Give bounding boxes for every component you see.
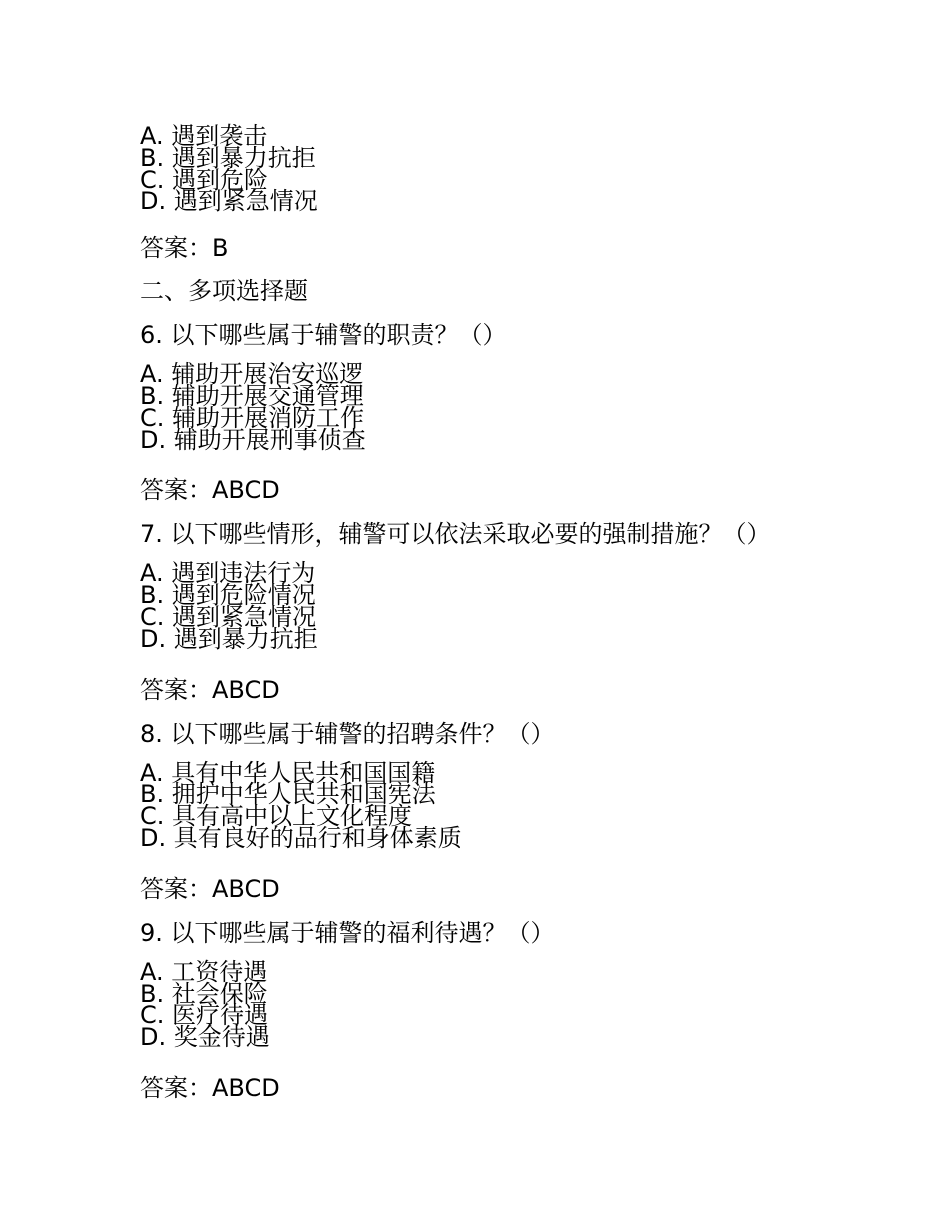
option-d: D. 遇到紧急情况 xyxy=(140,187,318,216)
answer-line: 答案：ABCD xyxy=(140,675,280,704)
option-b: B. 社会保险 xyxy=(140,979,268,1008)
question-text: 8. 以下哪些属于辅警的招聘条件？（） xyxy=(140,719,555,748)
question-block-8 xyxy=(140,719,900,904)
option-c: C. 具有高中以上文化程度 xyxy=(140,802,413,831)
option-d: D. 奖金待遇 xyxy=(140,1023,270,1052)
option-c: C. 辅助开展消防工作 xyxy=(140,403,365,432)
option-c: C. 遇到危险 xyxy=(140,165,269,194)
question-block-6 xyxy=(140,320,900,505)
question-block-5 xyxy=(140,122,900,263)
option-a: A. 辅助开展治安巡逻 xyxy=(140,360,364,389)
option-a: A. 遇到违法行为 xyxy=(140,559,316,588)
answer-line: 答案：ABCD xyxy=(140,476,280,505)
option-a: A. 遇到袭击 xyxy=(140,122,268,150)
option-list xyxy=(140,758,900,852)
answer-line: 答案：ABCD xyxy=(140,1073,280,1102)
option-list xyxy=(140,360,900,454)
option-d: D. 辅助开展刑事侦查 xyxy=(140,425,366,454)
option-b: B. 遇到危险情况 xyxy=(140,581,316,610)
option-list xyxy=(140,122,900,216)
option-b: B. 拥护中华人民共和国宪法 xyxy=(140,780,436,809)
question-text: 7. 以下哪些情形，辅警可以依法采取必要的强制措施？（） xyxy=(140,520,771,549)
option-d: D. 具有良好的品行和身体素质 xyxy=(140,823,462,852)
document-page xyxy=(140,122,900,1103)
option-d: D. 遇到暴力抗拒 xyxy=(140,624,318,653)
question-text: 9. 以下哪些属于辅警的福利待遇？（） xyxy=(140,918,555,947)
question-text: 6. 以下哪些属于辅警的职责？（） xyxy=(140,321,507,350)
question-block-7 xyxy=(140,519,900,704)
answer-line: 答案：ABCD xyxy=(140,874,280,903)
option-c: C. 医疗待遇 xyxy=(140,1001,269,1030)
option-a: A. 具有中华人民共和国国籍 xyxy=(140,758,436,787)
option-c: C. 遇到紧急情况 xyxy=(140,602,317,631)
option-b: B. 辅助开展交通管理 xyxy=(140,381,364,410)
section-title: 二、多项选择题 xyxy=(140,277,308,306)
option-list xyxy=(140,559,900,653)
option-b: B. 遇到暴力抗拒 xyxy=(140,143,316,172)
option-a: A. 工资待遇 xyxy=(140,957,268,986)
question-block-9 xyxy=(140,918,900,1103)
answer-line: 答案：B xyxy=(140,234,229,263)
option-list xyxy=(140,957,900,1052)
